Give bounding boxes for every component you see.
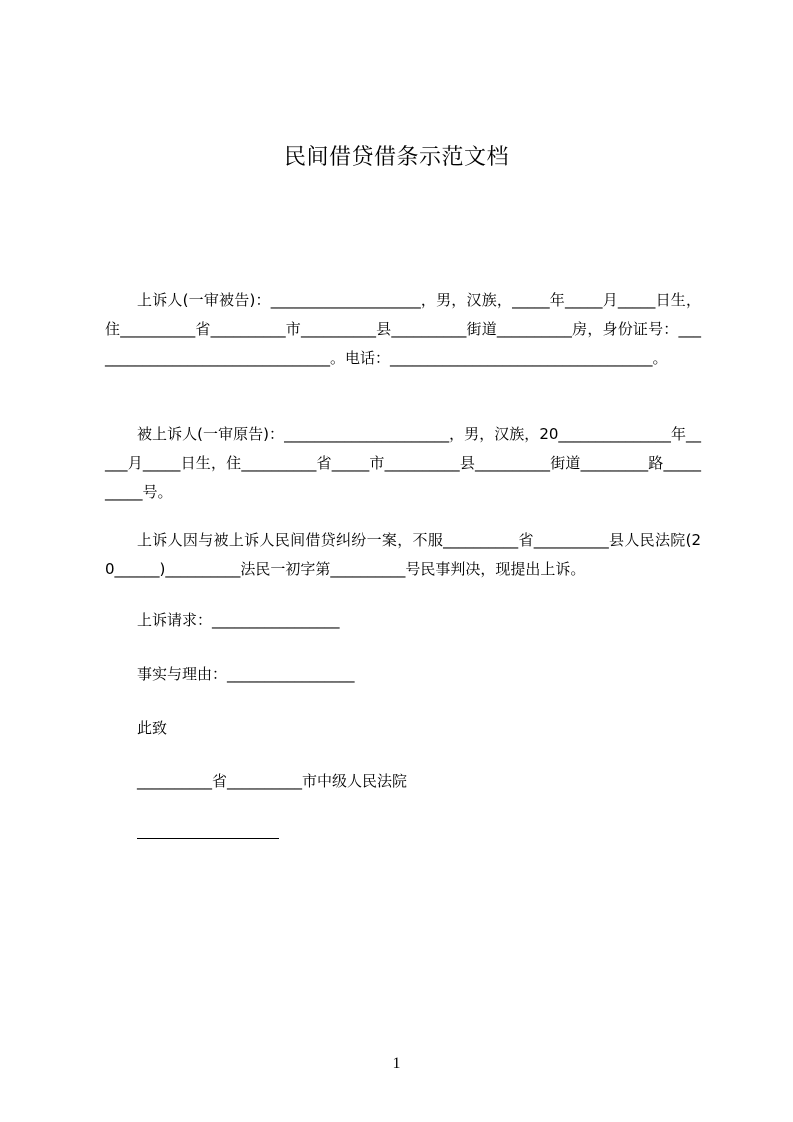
appellant-paragraph: 上诉人(一审被告)：____________________，男，汉族，_____年_____月_____日生，住__________省__________市__________县__________街道__________房，身份证号：_________________________________。电话：___________________________________。 <box>105 291 701 367</box>
facts-reasons-line: 事实与理由：_________________ <box>137 665 355 683</box>
court-line: __________省__________市中级人民法院 <box>137 772 408 790</box>
appellee-paragraph: 被上诉人(一审原告)：______________________，男，汉族，20_______________年_____月_____日生，住__________省_____市__________县__________街道_________路__________号。 <box>105 425 701 501</box>
appeal-request-line: 上诉请求：_________________ <box>137 611 340 629</box>
page-number: 1 <box>392 1055 401 1072</box>
document-title: 民间借贷借条示范文档 <box>283 145 509 170</box>
signature-blank-line <box>137 838 279 839</box>
case-paragraph: 上诉人因与被上诉人民间借贷纠纷一案，不服__________省__________县人民法院(20______)__________法民一初字第__________号民事判决，现提出上诉。 <box>105 531 701 578</box>
salutation-line: 此致 <box>137 719 168 737</box>
